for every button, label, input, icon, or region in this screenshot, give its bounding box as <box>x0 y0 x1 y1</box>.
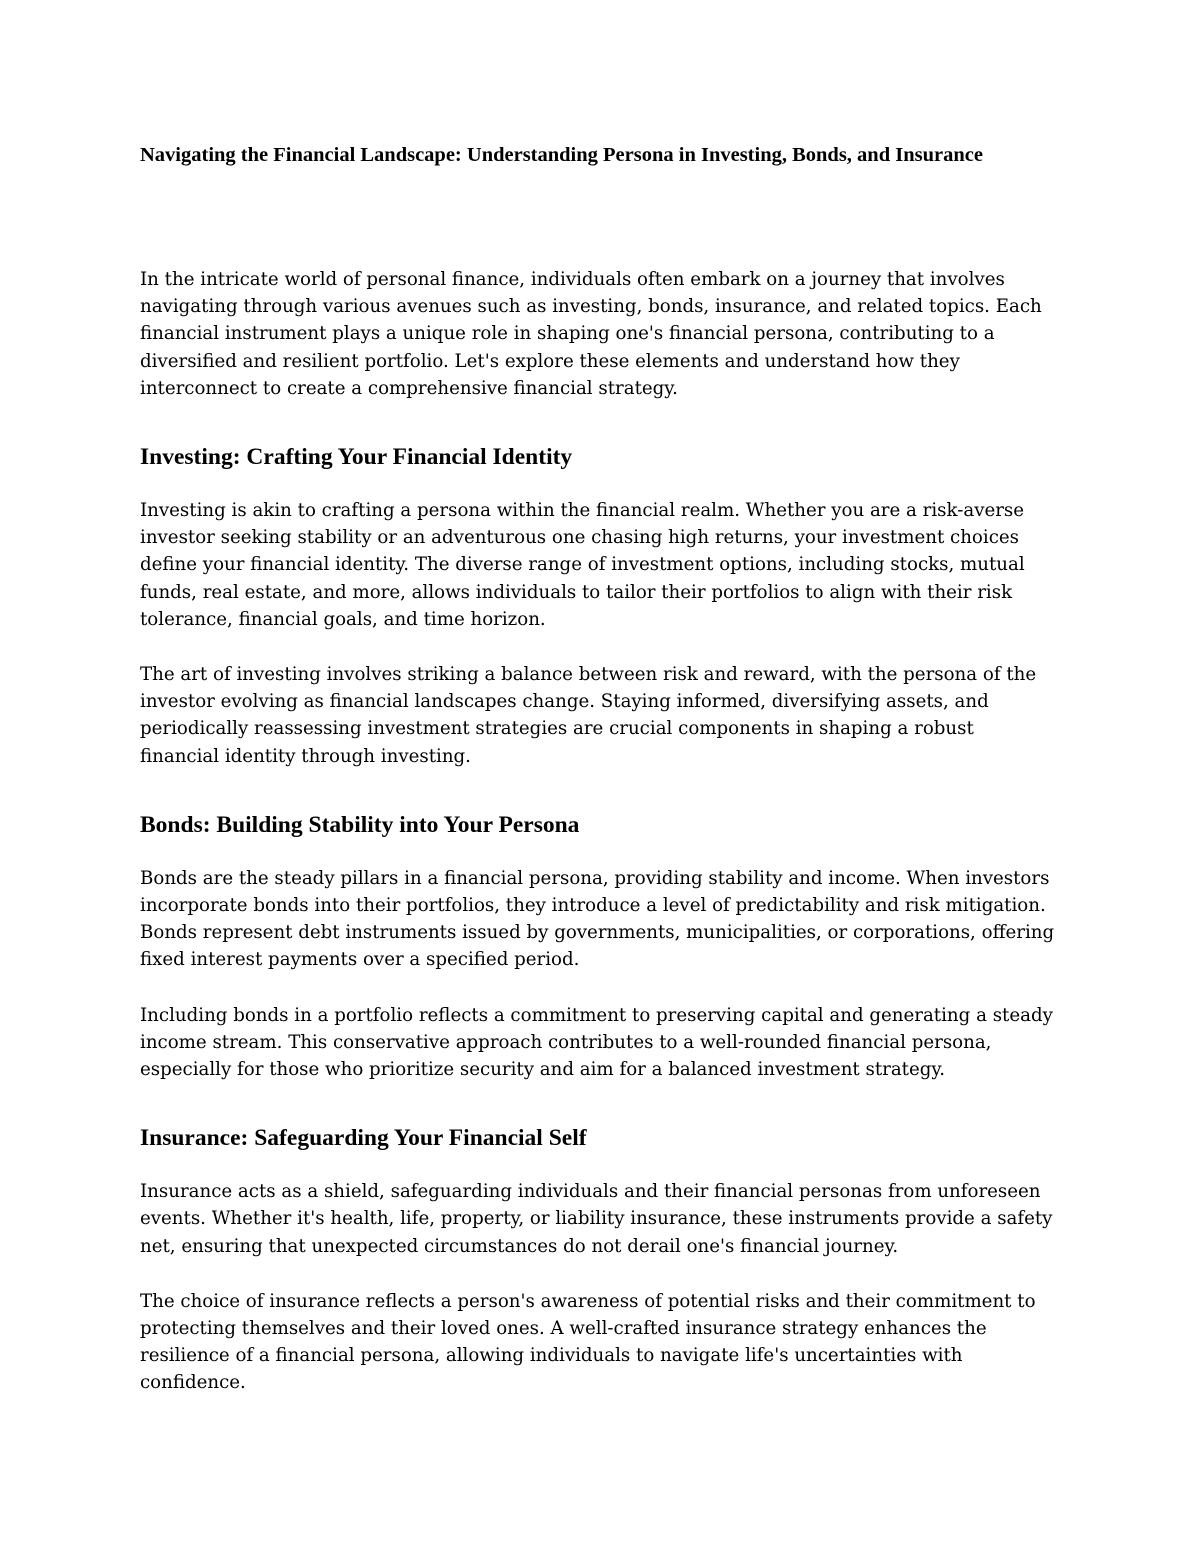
document-title: Navigating the Financial Landscape: Understanding Persona in Investing, Bonds, and Insurance <box>140 144 983 166</box>
section-insurance <box>140 1123 1058 1396</box>
paragraph: Bonds are the steady pillars in a financial persona, providing stability and income. When investors incorporate bonds into their portfolios, they introduce a level of predictability and risk mitigation. Bonds represent debt instruments issued by governments, municipalities, or corporations, offering fixed interest payments over a specified period. <box>140 867 1055 971</box>
section-heading-bonds: Bonds: Building Stability into Your Persona <box>140 811 580 838</box>
document-page <box>140 142 1058 1397</box>
section-investing <box>140 442 1058 770</box>
paragraph: Including bonds in a portfolio reflects a commitment to preserving capital and generating a steady income stream. This conservative approach contributes to a well-rounded financial persona, especially for those who prioritize security and aim for a balanced investment strategy. <box>140 1004 1053 1081</box>
section-heading-insurance: Insurance: Safeguarding Your Financial Self <box>140 1125 587 1152</box>
section-bonds <box>140 810 1058 1083</box>
section-heading-investing: Investing: Crafting Your Financial Identity <box>140 444 573 471</box>
paragraph: The art of investing involves striking a balance between risk and reward, with the persona of the investor evolving as financial landscapes change. Staying informed, diversifying assets, and periodically reassessing investment strategies are crucial components in shaping a robust financial identity through investing. <box>140 664 1037 767</box>
paragraph: Insurance acts as a shield, safeguarding individuals and their financial personas from unforeseen events. Whether it's health, life, property, or liability insurance, these instruments provide a safety net, ensuring that unexpected circumstances do not derail one's financial journey. <box>140 1181 1053 1257</box>
paragraph: The choice of insurance reflects a person's awareness of potential risks and their commitment to protecting themselves and their loved ones. A well-crafted insurance strategy enhances the resilience of a financial persona, allowing individuals to navigate life's uncertainties with confidence. <box>140 1290 1036 1394</box>
paragraph: Investing is akin to crafting a persona within the financial realm. Whether you are a risk-averse investor seeking stability or an adventurous one chasing high returns, your investment choices define your financial identity. The diverse range of investment options, including stocks, mutual funds, real estate, and more, allows individuals to tailor their portfolios to align with their risk tolerance, financial goals, and time horizon. <box>140 500 1025 630</box>
intro-paragraph: In the intricate world of personal finance, individuals often embark on a journey that involves navigating through various avenues such as investing, bonds, insurance, and related topics. Each financial instrument plays a unique role in shaping one's financial persona, contributing to a diversified and resilient portfolio. Let's explore these elements and understand how they interconnect to create a comprehensive financial strategy. <box>140 269 1042 399</box>
